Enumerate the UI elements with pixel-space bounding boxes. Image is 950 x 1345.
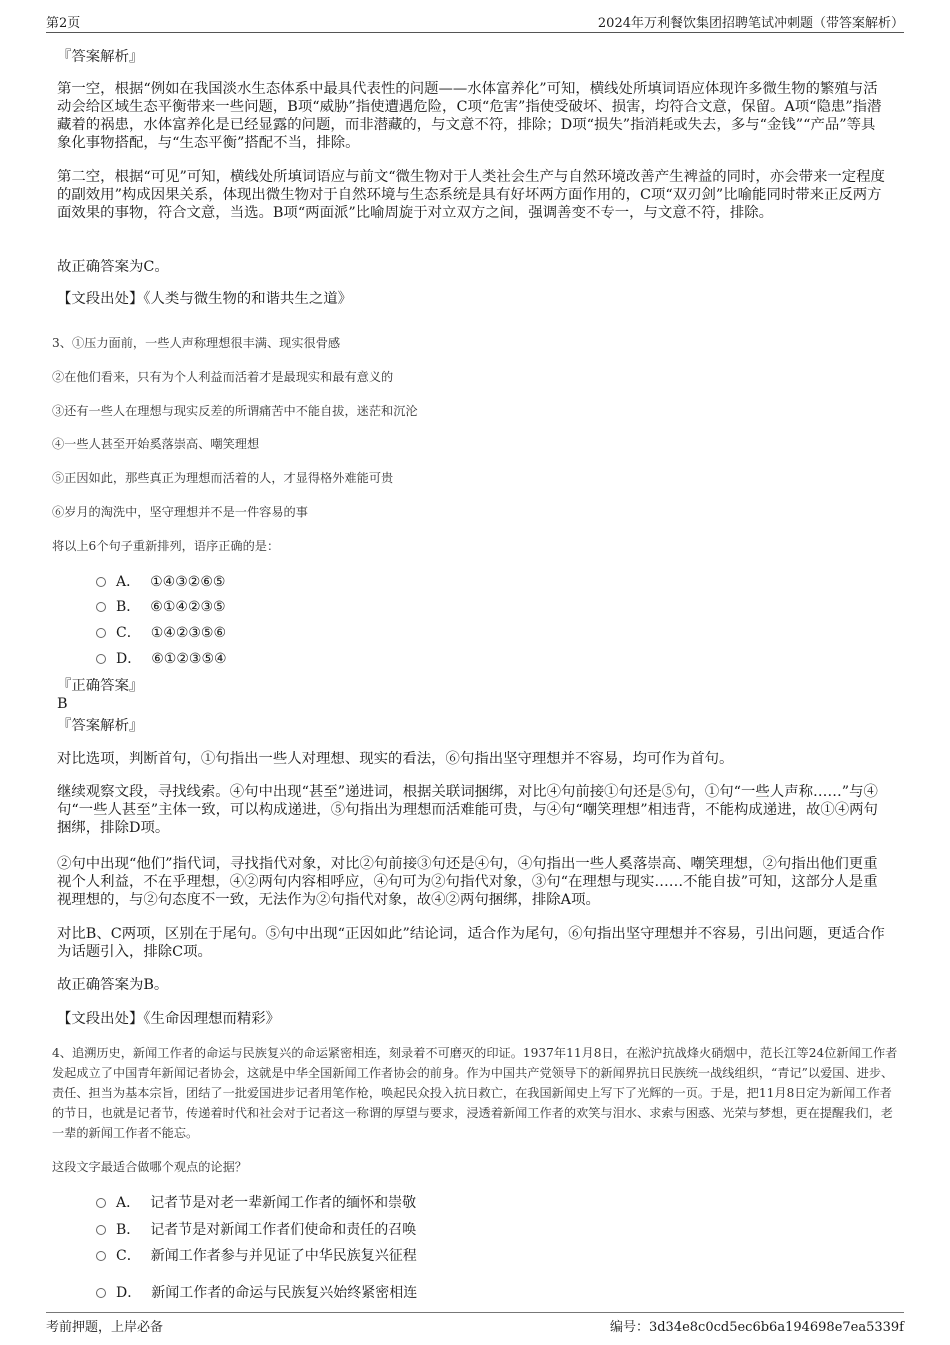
q3-sentence-3: ③还有一些人在理想与现实反差的所谓痛苦中不能自拔，迷茫和沉沦 (52, 404, 418, 418)
q3-sentence-1: 3、①压力面前，一些人声称理想很丰满、现实很骨感 (52, 336, 341, 350)
page-header (46, 12, 904, 33)
q3-sentence-6: ⑥岁月的淘洗中，坚守理想并不是一件容易的事 (52, 505, 308, 519)
q4-option-b[interactable] (96, 1221, 416, 1239)
q3-option-d[interactable] (96, 650, 227, 668)
q3-source: 【文段出处】《生命因理想而精彩》 (57, 1011, 281, 1027)
option-text: ①④③②⑥⑤ (150, 574, 226, 590)
q4-option-a[interactable] (96, 1194, 416, 1212)
option-text: 记者节是对老一辈新闻工作者的缅怀和崇敬 (150, 1195, 417, 1211)
q4-passage: 4、追溯历史，新闻工作者的命运与民族复兴的命运紧密相连，刻录着不可磨灭的印证。1937年11月8日，在淞沪抗战烽火硝烟中，范长江等24位新闻工作者发起成立了中国青年新闻记者协会，这就是中华全国新闻工作者协会的前身。作为中国共产党领导下的新闻界抗日民族统一战线组织，“青记”以爱国、进步、责任、担当为基本宗旨，团结了一批爱国进步记者用笔作枪，唤起民众投入抗日救亡，在我国新闻史上写下了光辉的一页。于是，把11月8日定为新闻工作者的节日，也就是记者节，传递着时代和社会对于记者这一称谓的厚望与要求，浸透着新闻工作者的欢笑与泪水、求索与困惑、光荣与梦想，更在提醒我们，老一辈的新闻工作者不能忘。 (52, 1046, 898, 1140)
radio-icon[interactable] (96, 1251, 106, 1261)
option-label: A． (116, 574, 141, 590)
option-label: C． (116, 625, 141, 641)
q2-analysis-para-1: 第一空，根据“例如在我国淡水生态体系中最具代表性的问题——水体富养化”可知，横线处所填词语应体现许多微生物的繁殖与活动会给区域生态平衡带来一些问题，B项“威胁”指使遭遇危险，C项“危害”指使受破坏、损害，均符合文意，保留。A项“隐患”指潜藏着的祸患，水体富养化是已经显露的问题，而非潜藏的，与文意不符，排除；D项“损失”指消耗或失去，多与“金钱”“产品”等具象化事物搭配，与“生态平衡”搭配不当，排除。 (57, 81, 882, 151)
option-text: 新闻工作者的命运与民族复兴始终紧密相连 (151, 1285, 418, 1301)
q3-analysis-para-1: 对比选项，判断首句，①句指出一些人对理想、现实的看法，⑥句指出坚守理想并不容易，均可作为首句。 (57, 751, 734, 767)
q3-option-a[interactable] (96, 573, 225, 591)
q3-analysis-para-4: 对比B、C两项，区别在于尾句。⑤句中出现“正因如此”结论词，适合作为尾句，⑥句指出坚守理想并不容易，引出问题，更适合作为话题引入，排除C项。 (57, 926, 885, 960)
q3-answer-label: 『正确答案』 (57, 678, 144, 694)
option-text: ⑥①②③⑤④ (151, 651, 227, 667)
document-id: 编号：3d34e8c0cd5ec6b6a194698e7ea5339f (609, 1320, 904, 1335)
option-label: D． (116, 651, 142, 667)
radio-icon[interactable] (96, 654, 106, 664)
footer-slogan: 考前押题，上岸必备 (46, 1320, 164, 1335)
document-title: 2024年万利餐饮集团招聘笔试冲刺题（带答案解析） (597, 16, 904, 31)
option-label: A． (116, 1195, 141, 1211)
q3-sentence-2: ②在他们看来，只有为个人利益而活着才是最现实和最有意义的 (52, 370, 394, 384)
q2-analysis-para-2: 第二空，根据“可见”可知，横线处所填词语应与前文“微生物对于人类社会生产与自然环境改善产生裨益的同时，亦会带来一定程度的副效用”构成因果关系，体现出微生物对于自然环境与生态系统是具有好坏两方面作用的，C项“双刃剑”比喻能同时带来正反两方面效果的事物，符合文意，当选。B项“两面派”比喻周旋于对立双方之间，强调善变不专一，与文意不符，排除。 (57, 169, 885, 221)
q4-prompt: 这段文字最适合做哪个观点的论据？ (52, 1160, 247, 1174)
q3-analysis-para-2: 继续观察文段，寻找线索。④句中出现“甚至”递进词，根据关联词捆绑，对比④句前接①句还是⑤句，①句“一些人声称……”与④句“一些人甚至”主体一致，可以构成递进，⑤句指出为理想而活难能可贵，与④句“嘲笑理想”相违背，不能构成递进，故①④两句捆绑，排除D项。 (57, 784, 878, 836)
option-label: B． (116, 1222, 141, 1238)
radio-icon[interactable] (96, 1225, 106, 1235)
q2-conclusion: 故正确答案为C。 (57, 259, 169, 275)
radio-icon[interactable] (96, 1288, 106, 1298)
option-label: B． (116, 599, 141, 615)
q3-sentence-4: ④一些人甚至开始奚落崇高、嘲笑理想 (52, 437, 260, 451)
q2-analysis-label: 『答案解析』 (57, 49, 144, 65)
radio-icon[interactable] (96, 602, 106, 612)
q3-prompt: 将以上6个句子重新排列，语序正确的是： (52, 539, 280, 553)
option-text: ①④②③⑤⑥ (150, 625, 227, 641)
page-number: 第2页 (46, 16, 81, 31)
q2-source: 【文段出处】《人类与微生物的和谐共生之道》 (57, 291, 353, 307)
option-text: ⑥①④②③⑤ (150, 599, 226, 615)
q3-conclusion: 故正确答案为B。 (57, 977, 169, 993)
option-text: 新闻工作者参与并见证了中华民族复兴征程 (150, 1248, 417, 1264)
radio-icon[interactable] (96, 628, 106, 638)
q3-option-c[interactable] (96, 624, 226, 642)
q3-answer: B (57, 696, 68, 712)
q3-sentence-5: ⑤正因如此，那些真正为理想而活着的人，才显得格外难能可贵 (52, 471, 394, 485)
q4-option-c[interactable] (96, 1247, 417, 1265)
option-text: 记者节是对新闻工作者们使命和责任的召唤 (150, 1222, 417, 1238)
q3-analysis-para-3: ②句中出现“他们”指代词，寻找指代对象，对比②句前接③句还是④句，④句指出一些人奚落崇高、嘲笑理想，②句指出他们更重视个人利益，不在乎理想，④②两句内容相呼应，④句可为②句指代对象，③句“在理想与现实……不能自拔”可知，这部分人是重视理想的，与②句态度不一致，无法作为②句指代对象，故④②两句捆绑，排除A项。 (57, 856, 878, 908)
radio-icon[interactable] (96, 577, 106, 587)
option-label: C． (116, 1248, 141, 1264)
radio-icon[interactable] (96, 1198, 106, 1208)
q3-option-b[interactable] (96, 598, 226, 616)
option-label: D． (116, 1285, 142, 1301)
q3-analysis-label: 『答案解析』 (57, 718, 144, 734)
page-footer (46, 1312, 904, 1335)
q4-option-d[interactable] (96, 1284, 417, 1302)
